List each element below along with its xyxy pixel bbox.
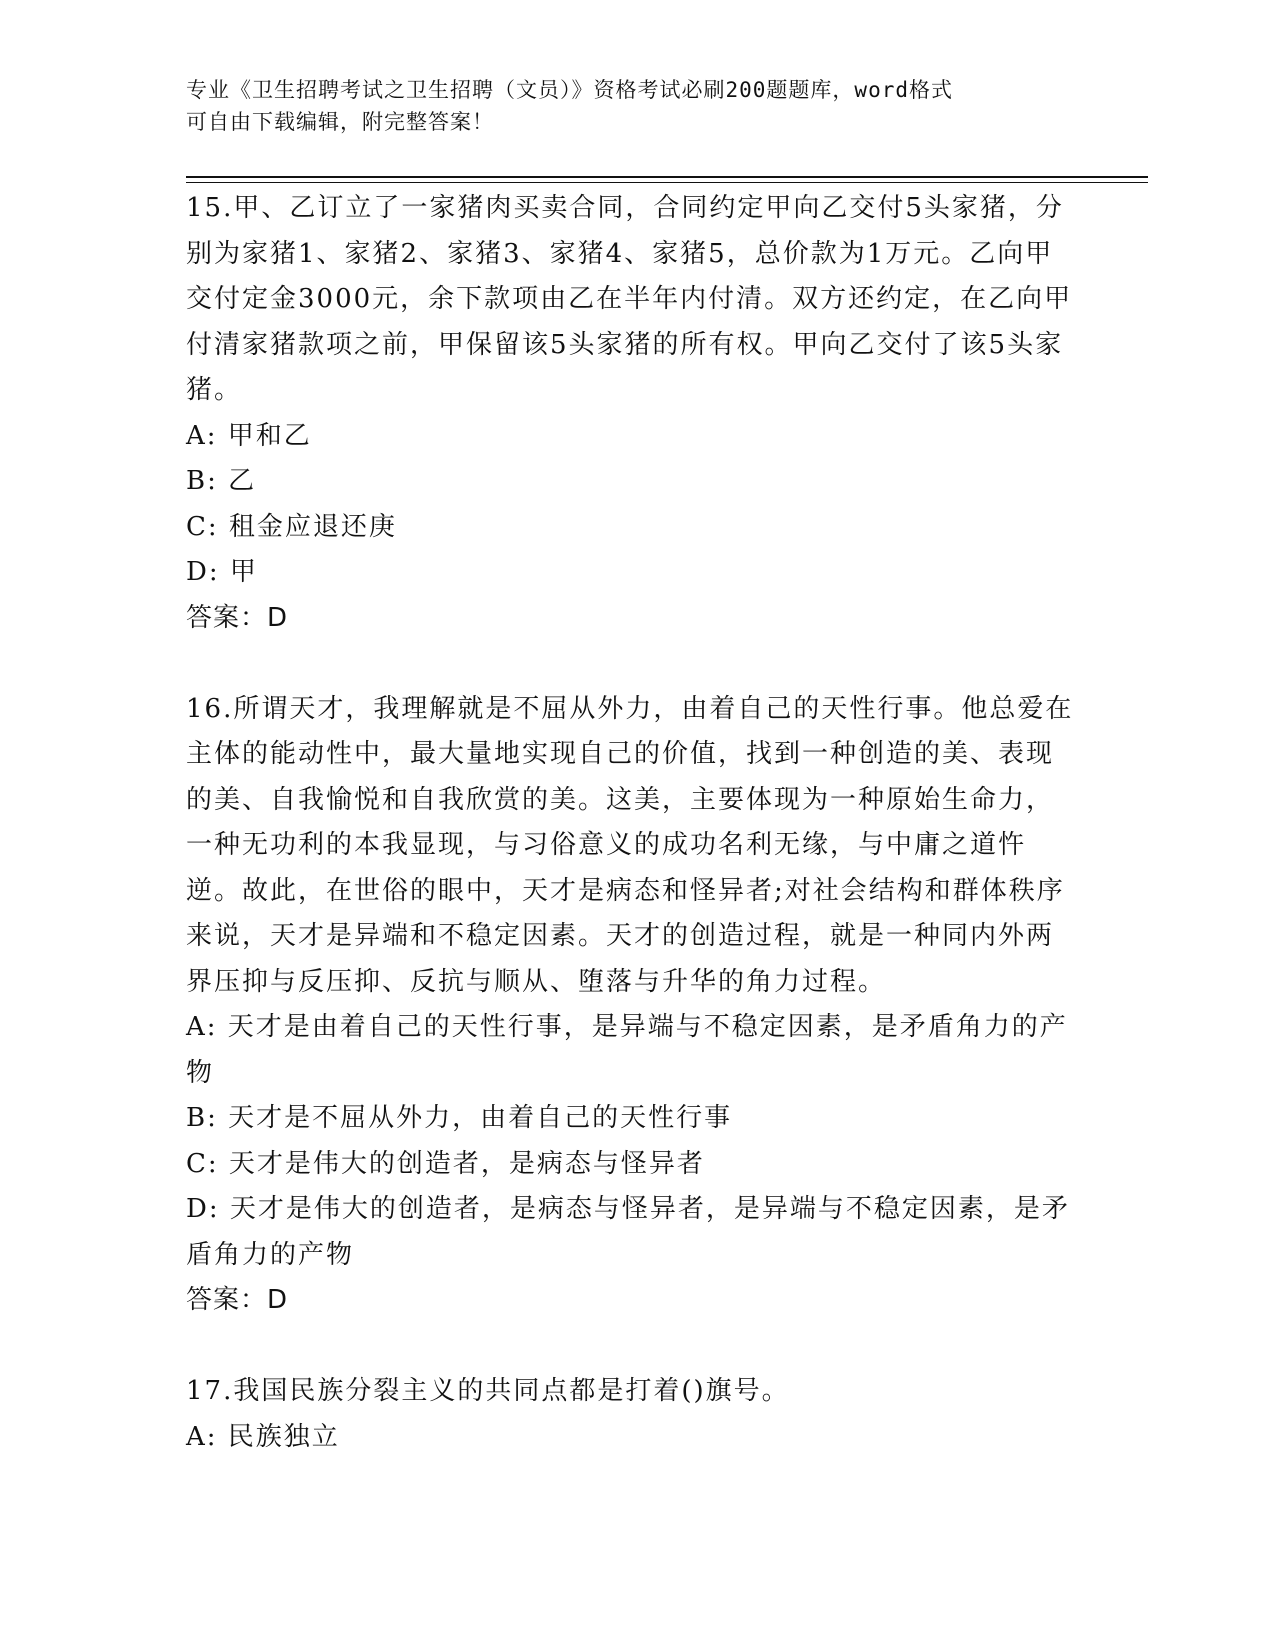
header-line-2: 可自由下载编辑，附完整答案！ [186, 110, 494, 134]
option-b: B: 乙 [186, 466, 257, 496]
option-c: C: 租金应退还庚 [186, 511, 397, 542]
question-stem: 16.所谓天才，我理解就是不屈从外力，由着自己的天性行事。他总爱在主体的能动性中，最大量地实现自己的价值，找到一种创造的美、表现的美、自我愉悦和自我欣赏的美。这美，主要体现为一种原始生命力，一种无功利的本我显现，与习俗意义的成功名利无缘，与中庸之道忤逆。故此，在世俗的眼中，天才是病态和怪异者;对社会结构和群体秩序来说，天才是异端和不稳定因素。天才的创造过程，就是一种同内外两界压抑与反压抑、反抗与顺从、堕落与升华的角力过程。 [186, 693, 1074, 997]
option-d: D: 天才是伟大的创造者，是病态与怪异者，是异端与不稳定因素，是矛盾角力的产物 [186, 1194, 1070, 1270]
question-spacer [186, 1324, 1076, 1370]
header-line-1: 专业《卫生招聘考试之卫生招聘（文员）》资格考试必刷200题题库，word格式 [186, 78, 953, 102]
option-a: A: 民族独立 [186, 1421, 340, 1452]
option-d: D: 甲 [186, 557, 258, 587]
option-b: B: 天才是不屈从外力，由着自己的天性行事 [186, 1103, 733, 1133]
option-a: A: 天才是由着自己的天性行事，是异端与不稳定因素，是矛盾角力的产物 [186, 1012, 1068, 1088]
question-16 [186, 687, 1076, 1324]
header-rule-thick [186, 176, 1148, 178]
page-header [186, 74, 1066, 138]
question-spacer [186, 641, 1076, 687]
question-17 [186, 1369, 1076, 1460]
header-rule-thin [186, 182, 1148, 183]
question-list [186, 186, 1076, 1460]
question-stem: 15.甲、乙订立了一家猪肉买卖合同，合同约定甲向乙交付5头家猪，分别为家猪1、家猪2、家猪3、家猪4、家猪5，总价款为1万元。乙向甲交付定金3000元，余下款项由乙在半年内付清。双方还约定，在乙向甲付清家猪款项之前，甲保留该5头家猪的所有权。甲向乙交付了该5头家猪。 [186, 193, 1073, 405]
question-15 [186, 186, 1076, 641]
answer-line: 答案：D [186, 602, 289, 633]
option-a: A: 甲和乙 [186, 420, 312, 451]
question-stem: 17.我国民族分裂主义的共同点都是打着()旗号。 [186, 1376, 790, 1406]
answer-line: 答案：D [186, 1285, 289, 1315]
option-c: C: 天才是伟大的创造者，是病态与怪异者 [186, 1148, 705, 1179]
